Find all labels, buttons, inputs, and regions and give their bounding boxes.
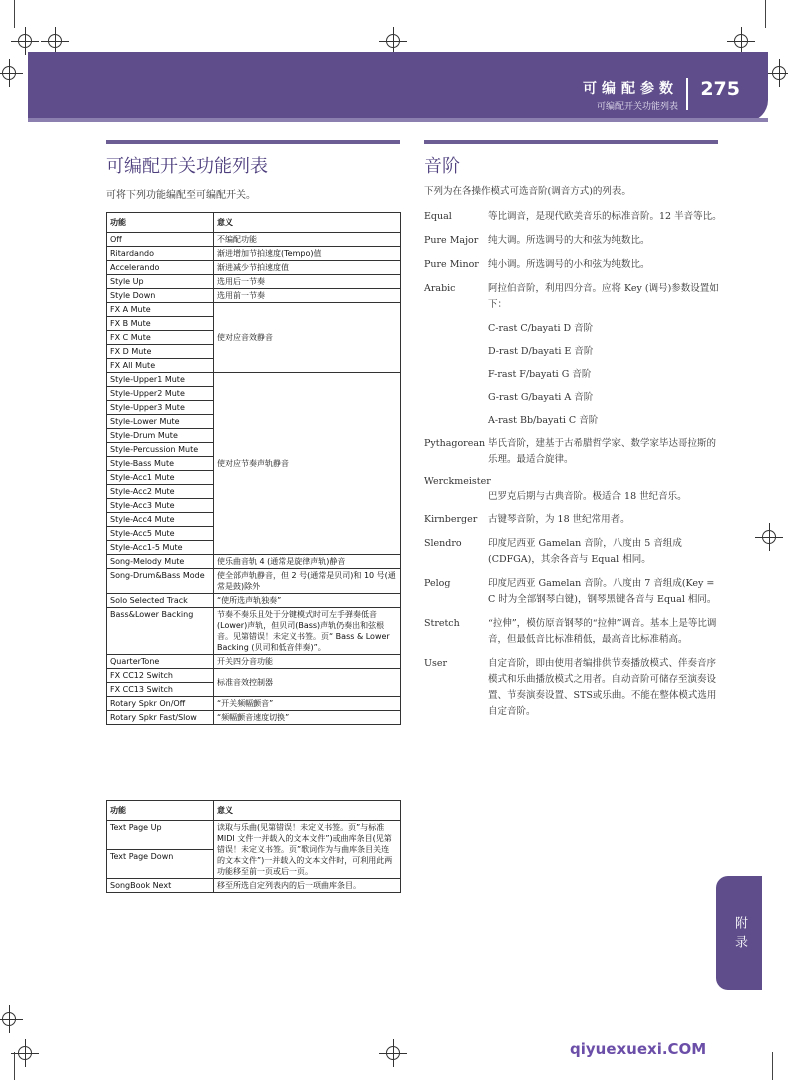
function-meaning-cell: 标准音效控制器	[214, 669, 401, 697]
crop-mark-icon	[18, 1046, 32, 1060]
scale-name: Werckmeister	[424, 476, 491, 487]
table-row	[107, 261, 401, 275]
trim-line	[14, 0, 15, 28]
header-title: 可编配参数	[583, 81, 678, 97]
header-subtitle: 可编配开关功能列表	[596, 102, 678, 112]
function-meaning-cell: 使对应节奏声轨静音	[214, 373, 401, 555]
function-meaning-cell: 节奏不奏乐且处于分键模式时可左手弹奏低音(Lower)声轨，但贝司(Bass)声轨仍奏出和弦根音。见第错误！未定义书签。页“ Bass & Lower Backing (贝司和低音伴奏)”。	[214, 608, 401, 655]
table-row	[107, 801, 401, 821]
scale-description: 等比调音，是现代欧美音乐的标准音阶。12 半音等比。	[488, 211, 722, 222]
function-name-cell: Style-Percussion Mute	[107, 443, 214, 457]
function-meaning-cell: “频幅颤音速度切换”	[214, 711, 401, 725]
crop-mark-icon	[2, 1012, 16, 1026]
table-row	[107, 655, 401, 669]
function-name-cell: Style-Upper1 Mute	[107, 373, 214, 387]
trim-line	[765, 0, 766, 28]
scale-item	[424, 281, 724, 313]
scale-list	[424, 185, 724, 728]
function-name-cell: Accelerando	[107, 261, 214, 275]
scale-description: 古键琴音阶，为 18 世纪常用者。	[488, 514, 630, 525]
function-name-cell: Style-Drum Mute	[107, 429, 214, 443]
scale-intro: 下列为在各操作模式可选音阶(调音方式)的列表。	[424, 186, 631, 197]
function-meaning-cell: 使乐曲音轨 4 (通常是旋律声轨)静音	[214, 555, 401, 569]
scale-key-setting: G-rast G/bayati A 音阶	[488, 392, 594, 403]
scale-description: 纯小调。所选调号的小和弦为纯数比。	[488, 259, 650, 270]
function-name-cell: FX CC12 Switch	[107, 669, 214, 683]
function-name-cell: SongBook Next	[107, 879, 214, 893]
crop-mark-icon	[2, 66, 16, 80]
scale-description: 纯大调。所选调号的大和弦为纯数比。	[488, 235, 650, 246]
table-row	[107, 555, 401, 569]
scale-item	[424, 257, 724, 273]
scale-item	[424, 656, 724, 720]
trim-line	[772, 1052, 773, 1080]
scale-description: “拉伸”，模仿原音钢琴的“拉伸”调音。基本上是等比调音，但最低音比标准稍低，最高音比标准稍高。	[488, 618, 717, 645]
header-band	[28, 118, 768, 122]
function-name-cell: Style-Acc1-5 Mute	[107, 541, 214, 555]
scale-name: Pure Minor	[424, 259, 479, 270]
function-meaning-cell: 使对应音效静音	[214, 303, 401, 373]
function-meaning-cell: 选用后一节奏	[214, 275, 401, 289]
table-row	[107, 289, 401, 303]
page-header	[28, 52, 768, 122]
scale-description: 印度尼西亚 Gamelan 音阶，八度由 5 音组成(CDFGA)，其余各音与 Equal 相同。	[488, 538, 682, 565]
table-row	[107, 879, 401, 893]
function-name-cell: FX C Mute	[107, 331, 214, 345]
scale-name: Pythagorean	[424, 438, 486, 449]
crop-mark-icon	[762, 530, 776, 544]
scale-name: Equal	[424, 211, 452, 222]
appendix-tab-label: 附录	[732, 916, 747, 954]
table-row	[107, 275, 401, 289]
table-row	[107, 608, 401, 655]
table-header-meaning: 意义	[214, 801, 401, 821]
scale-name: Pure Major	[424, 235, 479, 246]
scale-item	[424, 209, 724, 225]
table-row	[107, 821, 401, 850]
site-watermark: qiyuexuexi.COM	[570, 1040, 707, 1058]
scale-item	[424, 233, 724, 249]
scale-name: User	[424, 658, 448, 669]
function-meaning-cell: 渐进增加节拍速度(Tempo)值	[214, 247, 401, 261]
function-meaning-cell: 选用前一节奏	[214, 289, 401, 303]
function-meaning-cell: 不编配功能	[214, 233, 401, 247]
scale-description: 印度尼西亚 Gamelan 音阶。八度由 7 音组成(Key = C 时为全部钢琴白键)，钢琴黑键各音与 Equal 相同。	[488, 578, 717, 605]
function-name-cell: Bass&Lower Backing	[107, 608, 214, 655]
scale-description: 阿拉伯音阶，利用四分音。应将 Key (调号)参数设置如下：	[488, 283, 719, 310]
function-table-2	[106, 800, 401, 893]
table-header-function: 功能	[107, 801, 214, 821]
function-name-cell: FX A Mute	[107, 303, 214, 317]
scale-item	[424, 536, 724, 568]
function-name-cell: Style-Acc2 Mute	[107, 485, 214, 499]
function-meaning-cell: 开关四分音功能	[214, 655, 401, 669]
scale-description: 毕氏音阶，建基于古希腊哲学家、数学家毕达哥拉斯的乐理。最适合旋律。	[488, 438, 717, 465]
function-name-cell: Solo Selected Track	[107, 594, 214, 608]
function-name-cell: Off	[107, 233, 214, 247]
table-row	[107, 303, 401, 317]
function-name-cell: Text Page Up	[107, 821, 214, 850]
header-divider	[686, 78, 688, 110]
function-name-cell: Style-Lower Mute	[107, 415, 214, 429]
scale-key-setting: D-rast D/bayati E 音阶	[488, 346, 594, 357]
crop-mark-icon	[18, 34, 32, 48]
function-name-cell: Style-Upper3 Mute	[107, 401, 214, 415]
table-row	[107, 711, 401, 725]
function-meaning-cell: “使所选声轨独奏”	[214, 594, 401, 608]
function-meaning-cell: “开关频幅颤音”	[214, 697, 401, 711]
function-name-cell: Style-Acc3 Mute	[107, 499, 214, 513]
function-name-cell: Rotary Spkr On/Off	[107, 697, 214, 711]
crop-mark-icon	[772, 66, 786, 80]
crop-mark-icon	[386, 34, 400, 48]
scale-name: Pelog	[424, 578, 451, 589]
table-row	[107, 373, 401, 387]
function-meaning-cell: 移至所选自定列表内的后一项曲库条目。	[214, 879, 401, 893]
table-row	[107, 697, 401, 711]
function-meaning-cell: 使全部声轨静音，但 2 号(通常是贝司)和 10 号(通常是鼓)除外	[214, 569, 401, 594]
scale-name: Arabic	[424, 283, 456, 294]
crop-mark-icon	[48, 34, 62, 48]
function-name-cell: Rotary Spkr Fast/Slow	[107, 711, 214, 725]
crop-mark-icon	[734, 34, 748, 48]
table-row	[107, 594, 401, 608]
scale-name: Slendro	[424, 538, 462, 549]
scale-item	[424, 436, 724, 468]
function-name-cell: Style-Acc4 Mute	[107, 513, 214, 527]
page-number: 275	[700, 78, 740, 100]
table-header-meaning: 意义	[214, 213, 401, 233]
scale-item	[424, 512, 724, 528]
function-name-cell: Song-Melody Mute	[107, 555, 214, 569]
appendix-tab	[716, 876, 762, 990]
section-title-scales: 音阶	[424, 140, 718, 176]
section-intro: 可将下列功能编配至可编配开关。	[106, 190, 256, 201]
table-row	[107, 233, 401, 247]
function-name-cell: Style Down	[107, 289, 214, 303]
function-meaning-cell: 渐进减少节拍速度值	[214, 261, 401, 275]
function-name-cell: Ritardando	[107, 247, 214, 261]
function-table	[106, 212, 401, 725]
table-row	[107, 669, 401, 683]
scale-key-setting: F-rast F/bayati G 音阶	[488, 369, 592, 380]
scale-key-setting: A-rast Bb/bayati C 音阶	[488, 415, 599, 426]
function-name-cell: FX CC13 Switch	[107, 683, 214, 697]
function-name-cell: FX D Mute	[107, 345, 214, 359]
table-header-function: 功能	[107, 213, 214, 233]
table-row	[107, 569, 401, 594]
table-row	[107, 247, 401, 261]
function-meaning-cell: 读取与乐曲(见第错误！未定义书签。页”与标准 MIDI 文件一并载入的文本文件”)或曲库条目(见第错误！未定义书签。页”歌词作为与曲库条目关连的文本文件”)一并载入的文本文件时，可利用此两功能移至前一页或后一页。	[214, 821, 401, 879]
scale-item	[424, 576, 724, 608]
scale-name: Kirnberger	[424, 514, 478, 525]
function-name-cell: Style-Acc5 Mute	[107, 527, 214, 541]
table-row	[107, 213, 401, 233]
function-name-cell: FX B Mute	[107, 317, 214, 331]
scale-name: Stretch	[424, 618, 460, 629]
scale-item	[424, 616, 724, 648]
function-name-cell: Song-Drum&Bass Mode	[107, 569, 214, 594]
scale-key-setting: C-rast C/bayati D 音阶	[488, 323, 594, 334]
scale-description: 巴罗克后期与古典音阶。极适合 18 世纪音乐。	[488, 491, 687, 502]
trim-line	[14, 1052, 15, 1080]
section-title-switch-list: 可编配开关功能列表	[106, 140, 400, 176]
scale-description: 自定音阶，即由使用者编排供节奏播放模式、伴奏音序模式和乐曲播放模式之用者。自动音阶可储存至演奏设置、节奏演奏设置、STS或乐曲。不能在整体模式选用自定音阶。	[488, 658, 717, 717]
function-name-cell: Style-Upper2 Mute	[107, 387, 214, 401]
function-name-cell: QuarterTone	[107, 655, 214, 669]
function-name-cell: Style-Acc1 Mute	[107, 471, 214, 485]
function-name-cell: Style Up	[107, 275, 214, 289]
function-name-cell: Text Page Down	[107, 850, 214, 879]
function-name-cell: Style-Bass Mute	[107, 457, 214, 471]
crop-mark-icon	[386, 1046, 400, 1060]
function-name-cell: FX All Mute	[107, 359, 214, 373]
